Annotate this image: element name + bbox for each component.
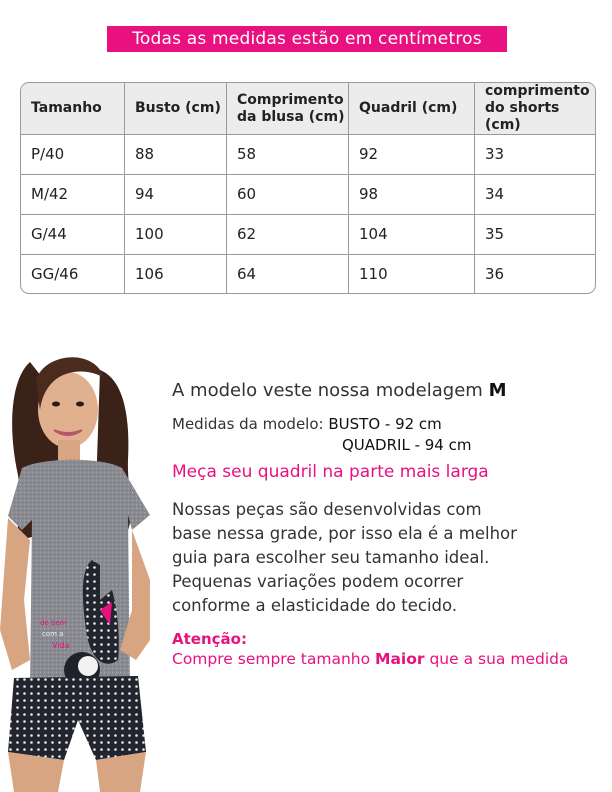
table-row [21,174,595,214]
table-row [21,254,595,293]
warning-suffix: que a sua medida [429,650,569,668]
model-measures [172,414,471,456]
model-photo [0,340,168,792]
paragraph-line: conforme a elasticidade do tecido. [172,596,458,615]
cell-size: G/44 [21,214,125,254]
print-text-line3: Vida [52,641,70,650]
cell-hip: 98 [349,174,475,214]
cell-blouse-length: 64 [227,254,349,293]
cell-shorts-length: 33 [475,135,596,175]
paragraph-line: Pequenas variações podem ocorrer [172,572,464,591]
cell-size: P/40 [21,135,125,175]
cell-bust: 88 [125,135,227,175]
cell-bust: 100 [125,214,227,254]
cell-size: GG/46 [21,254,125,293]
header-blouse-length: Comprimento da blusa (cm) [227,83,349,135]
table-row [21,135,595,175]
paragraph-line: base nessa grade, por isso ela é a melhor [172,524,517,543]
model-size-prefix: A modelo veste nossa modelagem [172,380,483,401]
table-row [21,214,595,254]
cell-bust: 94 [125,174,227,214]
size-chart-table [20,82,596,294]
hip-measure: QUADRIL - 94 cm [342,436,472,454]
warning-text [172,650,568,668]
cell-size: M/42 [21,174,125,214]
table-header-row [21,83,595,135]
print-text-line1: de bem [40,619,67,627]
cell-hip: 92 [349,135,475,175]
header-size: Tamanho [21,83,125,135]
measures-label: Medidas da modelo: [172,415,324,433]
cell-shorts-length: 35 [475,214,596,254]
info-paragraph [172,498,602,618]
cell-hip: 104 [349,214,475,254]
cell-shorts-length: 34 [475,174,596,214]
cell-blouse-length: 62 [227,214,349,254]
warning-prefix: Compre sempre tamanho [172,650,371,668]
model-size-line [172,380,506,401]
hip-tip: Meça seu quadril na parte mais larga [172,462,489,482]
model-size-value: M [488,380,507,401]
header-hip: Quadril (cm) [349,83,475,135]
warning-title: Atenção: [172,630,247,648]
cell-hip: 110 [349,254,475,293]
cell-bust: 106 [125,254,227,293]
paragraph-line: Nossas peças são desenvolvidas com [172,500,482,519]
header-shorts-length: comprimento do shorts (cm) [475,83,596,135]
print-text-line2: com a [42,630,64,638]
units-banner: Todas as medidas estão em centímetros [107,26,507,52]
cell-blouse-length: 60 [227,174,349,214]
header-bust: Busto (cm) [125,83,227,135]
cell-blouse-length: 58 [227,135,349,175]
bust-measure: BUSTO - 92 cm [328,415,442,433]
warning-emphasis: Maior [375,650,425,668]
cell-shorts-length: 36 [485,264,505,283]
paragraph-line: guia para escolher seu tamanho ideal. [172,548,490,567]
